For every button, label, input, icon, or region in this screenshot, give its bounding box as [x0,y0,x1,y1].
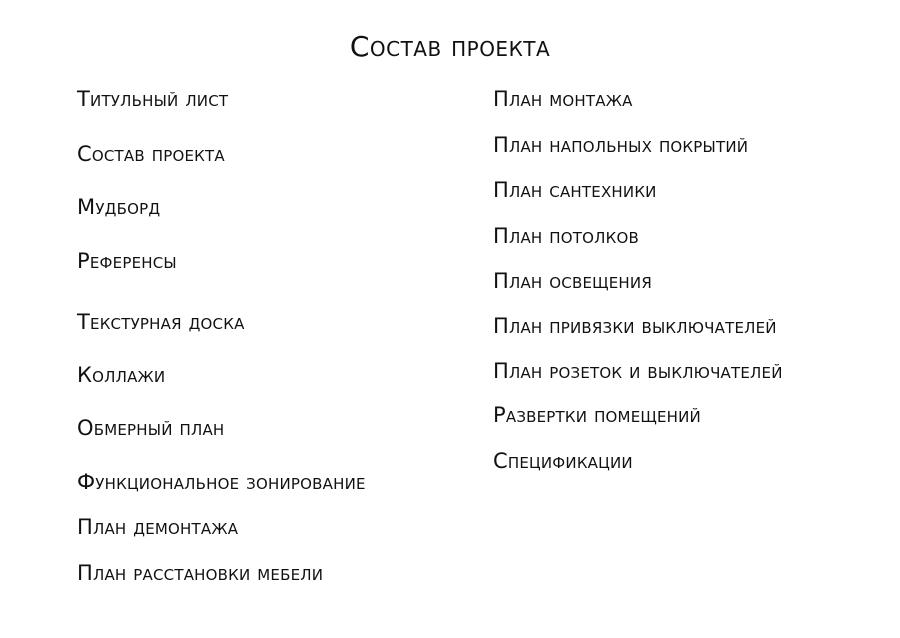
list-item: План розеток и выключателей [493,359,783,383]
list-item: Функциональное зонирование [77,470,366,494]
list-item: Референсы [77,249,177,273]
list-item: Коллажи [77,363,166,387]
list-item: План привязки выключателей [493,314,777,338]
list-item: План освещения [493,269,652,293]
list-item: План сантехники [493,178,657,202]
page-title: Состав проекта [349,30,551,63]
list-item: Текстурная доска [77,310,245,334]
list-item: Спецификации [493,449,633,473]
list-item: Обмерный план [77,416,225,440]
list-item: План расстановки мебели [77,561,324,585]
list-item: Мудборд [77,195,161,219]
list-item: Состав проекта [77,142,225,166]
list-item: План напольных покрытий [493,133,749,157]
list-item: План потолков [493,224,639,248]
list-item: Титульный лист [77,87,229,111]
list-item: Развертки помещений [493,403,701,427]
list-item: План демонтажа [77,515,239,539]
list-item: План монтажа [493,87,633,111]
